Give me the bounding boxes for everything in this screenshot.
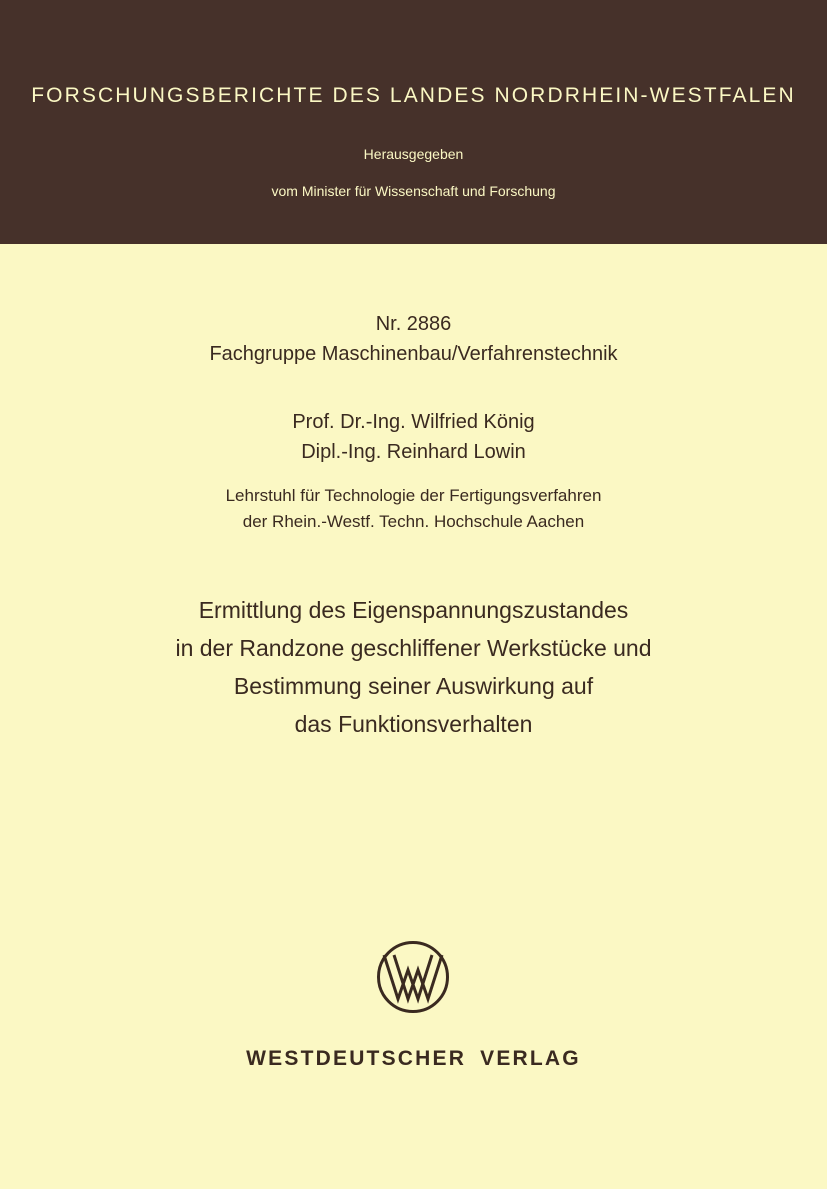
report-number: Nr. 2886 (375, 313, 452, 335)
author-2: Dipl.-Ing. Reinhard Lowin (301, 441, 526, 463)
title-line-2: in der Randzone geschliffener Werkstücke und (175, 635, 652, 661)
issued-by-label: Herausgegeben (363, 146, 464, 162)
series-title: FORSCHUNGSBERICHTE DES LANDES NORDRHEIN-WESTFALEN (31, 84, 796, 107)
subject-group: Fachgruppe Maschinenbau/Verfahrenstechnik (209, 343, 618, 365)
publisher-name: WESTDEUTSCHER VERLAG (246, 1047, 581, 1070)
institution-line-2: der Rhein.-Westf. Techn. Hochschule Aachen (242, 512, 585, 531)
wv-monogram-icon (376, 940, 450, 1014)
institution-line-1: Lehrstuhl für Technologie der Fertigungsverfahren (225, 486, 602, 505)
issuing-ministry: vom Minister für Wissenschaft und Forschung (271, 183, 556, 199)
author-1: Prof. Dr.-Ing. Wilfried König (292, 411, 535, 433)
header-band (0, 0, 827, 244)
title-line-1: Ermittlung des Eigenspannungszustandes (198, 597, 629, 623)
title-line-3: Bestimmung seiner Auswirkung auf (233, 673, 594, 699)
title-line-4: das Funktionsverhalten (294, 711, 533, 737)
